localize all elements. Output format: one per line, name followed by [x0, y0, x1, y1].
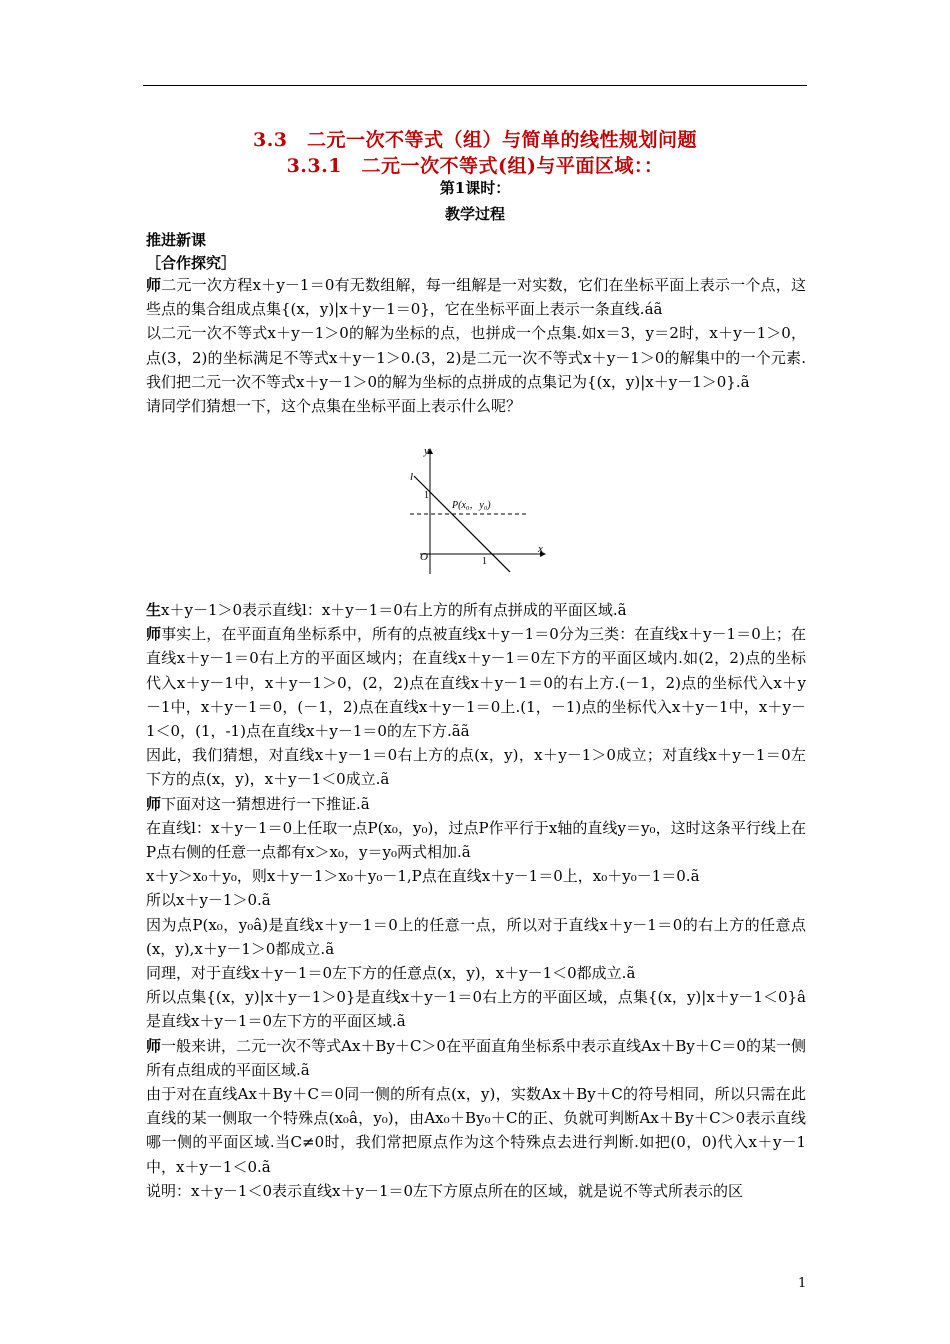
y-axis-label: y	[424, 446, 429, 457]
paragraph-text: 下面对这一猜想进行一下推证.ã	[161, 794, 370, 813]
page-title: 3.3 二元一次不等式（组）与简单的线性规划问题	[252, 129, 698, 151]
section-label: 教学过程	[444, 205, 505, 223]
paragraph-text: 请同学们猜想一下，这个点集在坐标平面上表示什么呢？	[146, 397, 522, 416]
paragraph	[146, 1082, 806, 1179]
paragraph-text: 一般来讲，二元一次不等式Ax＋By＋C＞0在平面直角坐标系中表示直线Ax＋By＋C＝0的某一侧所有点组成的平面区域.ã	[146, 1036, 806, 1079]
paragraph	[146, 888, 806, 912]
paragraph	[146, 961, 806, 985]
paragraph	[146, 622, 806, 743]
paragraph-text: 以二元一次不等式x＋y－1＞0的解为坐标的点，也拼成一个点集.如x＝3，y＝2时，x＋y－1＞0，点(3，2)的坐标满足不等式x＋y－1＞0.(3，2)是二元一次不等式x＋y－1＞0的解集中的一个元素.我们把二元一次不等式x＋y－1＞0的解为坐标的点拼成的点集记为{(x，y)|x＋y－1＞0}.ã	[146, 324, 806, 391]
speaker-label: 生	[146, 601, 162, 619]
paragraph	[146, 598, 806, 622]
speaker-label: 师	[146, 276, 162, 294]
paragraph-text: 所以点集{(x，y)|x＋y－1＞0}是直线x＋y－1＝0右上方的平面区域，点集{(x，y)|x＋y－1＜0}â是直线x＋y－1＝0左下方的平面区域.ã	[146, 988, 806, 1031]
paragraph	[146, 394, 806, 418]
speaker-label: 师	[146, 625, 162, 644]
paragraph-text: 由于对在直线Ax＋By＋C＝0同一侧的所有点(x，y)，实数Ax＋By＋C的符号相同，所以只需在此直线的某一侧取一个特殊点(x₀â，y₀)，由Ax₀＋By₀＋C的正、负就可判断Ax＋By＋C＞0表示直线哪一侧的平面区域.当C≠0时，我们常把原点作为这个特殊点去进行判断.如把(0，0)代入x＋y－1中，x＋y－1＜0.ã	[146, 1085, 806, 1176]
paragraph-text: x＋y＞x₀＋y₀，则x＋y－1＞x₀＋y₀－1,P点在直线x＋y－1＝0上，x₀＋y₀－1＝0.ã	[146, 867, 700, 886]
paragraph	[146, 321, 806, 394]
y-tick-label: 1	[424, 490, 429, 501]
x-axis-label: x	[538, 543, 543, 555]
paragraph-text: 二元一次方程x＋y－1＝0有无数组解，每一组解是一对实数，它们在坐标平面上表示一个点，这些点的集合组成点集{(x，y)|x＋y－1＝0}，它在坐标平面上表示一条直线.áã	[146, 276, 806, 319]
paragraph-text: x＋y－1＞0表示直线l：x＋y－1＝0右上方的所有点拼成的平面区域.ã	[161, 601, 627, 619]
paragraph-text: 同理，对于直线x＋y－1＝0左下方的任意点(x，y)，x＋y－1＜0都成立.ã	[146, 964, 636, 983]
paragraph	[146, 985, 806, 1033]
lesson-label: 第1课时：	[439, 179, 511, 197]
speaker-label: 师	[146, 794, 162, 813]
paragraph	[146, 792, 806, 816]
paragraph	[146, 743, 806, 791]
text-block-top	[146, 273, 806, 418]
point-p-label: P(x₀，y₀)	[452, 500, 491, 511]
paragraph-text: 所以x＋y－1＞0.ã	[146, 891, 271, 910]
paragraph-text: 在直线l：x＋y－1＝0上任取一点P(x₀，y₀)，过点P作平行于x轴的直线y＝y₀，这时这条平行线上在P点右侧的任意一点都有x＞x₀，y＝y₀两式相加.ã	[146, 818, 806, 862]
paragraph	[146, 913, 806, 961]
paragraph-text: 因为点P(x₀，y₀â)是直线x＋y－1＝0上的任意一点，所以对于直线x＋y－1＝0的右上方的任意点(x，y),x＋y－1＞0都成立.ã	[146, 915, 806, 958]
heading-new-lesson: 推进新课	[146, 231, 207, 249]
paragraph	[146, 864, 806, 888]
origin-label: O	[420, 551, 428, 563]
paragraph	[146, 816, 806, 864]
text-block-bottom	[146, 598, 806, 1203]
x-tick-label: 1	[482, 556, 487, 567]
paragraph	[146, 1179, 806, 1203]
paragraph-text: 事实上，在平面直角坐标系中，所有的点被直线x＋y－1＝0分为三类：在直线x＋y－1＝0上；在直线x＋y－1＝0右上方的平面区域内；在直线x＋y－1＝0左下方的平面区域内.如(2，2)点的坐标代入x＋y－1中，x＋y－1＞0，(2，2)点在直线x＋y－1＝0的右上方.(－1，2)点的坐标代入x＋y－1中，x＋y－1＝0，(－1，2)点在直线x＋y－1＝0上.(1，－1)点的坐标代入x＋y－1中，x＋y－1＜0，(1，-1)点在直线x＋y－1＝0的左下方.ãã	[146, 625, 806, 741]
paragraph-text: 说明：x＋y－1＜0表示直线x＋y－1＝0左下方原点所在的区域，就是说不等式所表示的区	[146, 1181, 744, 1200]
line-l-label: l	[410, 471, 414, 483]
heading-explore: ［合作探究］	[146, 254, 237, 272]
page-number: 1	[798, 1276, 807, 1291]
paragraph	[146, 1034, 806, 1082]
header-rule	[143, 85, 807, 86]
paragraph-text: 因此，我们猜想，对直线x＋y－1＝0右上方的点(x，y)，x＋y－1＞0成立；对直线x＋y－1＝0左下方的点(x，y)，x＋y－1＜0成立.ã	[146, 746, 806, 789]
coordinate-figure	[400, 446, 550, 576]
paragraph	[146, 273, 806, 321]
speaker-label: 师	[146, 1036, 162, 1055]
page-subtitle: 3.3.1 二元一次不等式(组)与平面区域：：	[286, 155, 664, 177]
